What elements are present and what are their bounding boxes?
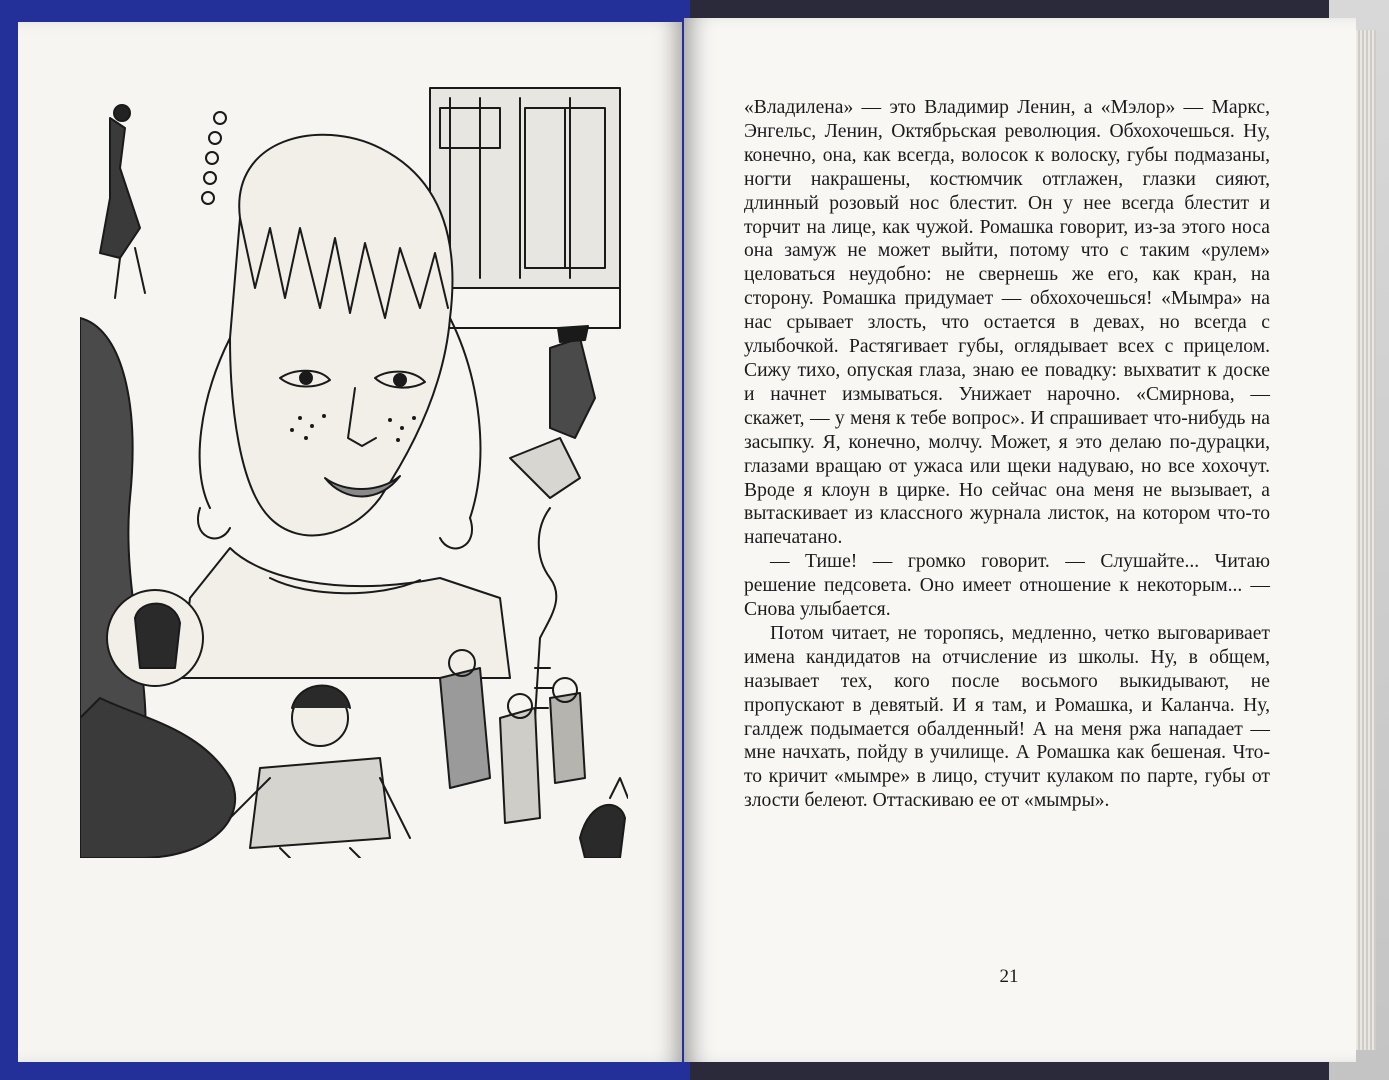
- page-edges: [1356, 30, 1376, 1050]
- paragraph: Потом читает, не торопясь, медленно, четко выговаривает имена кандидатов на отчисление из школы. Ну, в общем, называет тех, кого после восьмого выкидывают, не пропускают в девятый. И я там, и Ромашка, и Каланча. Ну, галдеж подымается обалденный! А на меня ржа нападает — мне начхать, пойду в училище. А Ромашка как бешеная. Что-то кричит «мымре» в лицо, стучит кулаком по парте, губы от злости белеют. Оттаскиваю ее от «мымры».: [744, 622, 1270, 812]
- paragraph: «Владилена» — это Владимир Ленин, а «Мэлор» — Маркс, Энгельс, Ленин, Октябрьская революция. Обхохочешься. Ну, конечно, она, как всегда, волосок к волоску, губы подмазаны, ногти накрашены, костюмчик отглажен, глазки сияют, длинный розовый нос блестит. Он у нее всегда блестит и торчит на лице, как чужой. Ромашка говорит, из-за этого носа она замуж не может выйти, потому что с таким «рулем» целоваться неудобно: не свернешь же его, как кран, на сторону. Ромашка придумает — обхохочешься! «Мымра» на нас срывает злость, что остается в девах, но всегда с улыбочкой. Растягивает губы, оглядывает всех с прицелом. Сижу тихо, опуская глаза, знаю ее повадку: выхватит к доске и начнет измываться. Унижает нарочно. «Смирнова, — скажет, — у меня к тебе вопрос». И спрашивает что-нибудь на засыпку. Я, конечно, молчу. Может, я это делаю по-дурацки, глазами вращаю от ужаса или щеки надуваю, но все хохочут. Вроде я клоун в цирке. Но сейчас она меня не вызывает, а вытаскивает из классного журнала листок, на котором что-то напечатано.: [744, 97, 1270, 549]
- ink-illustration: [80, 78, 628, 858]
- body-text: [744, 96, 1270, 813]
- page-number: 21: [999, 966, 1019, 987]
- paragraph: — Тише! — громко говорит. — Слушайте... Читаю решение педсовета. Оно имеет отношение к некоторым... — Снова улыбается.: [744, 551, 1270, 621]
